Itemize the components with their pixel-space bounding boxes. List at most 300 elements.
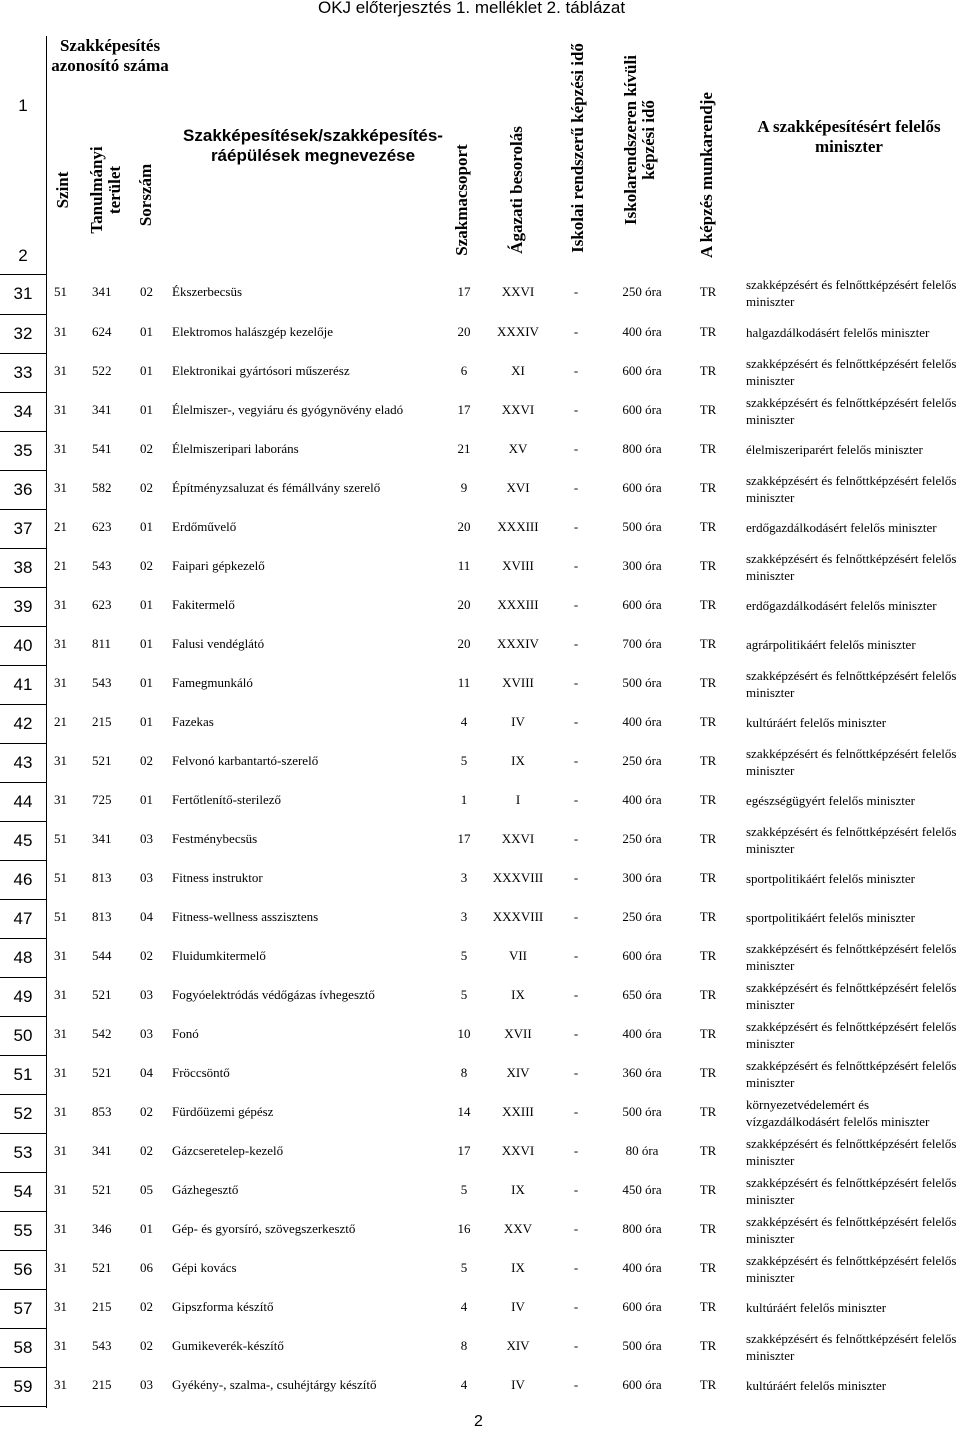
cell-minister: szakképzésért és felnőttképzésért felelős miniszter — [746, 1214, 957, 1246]
cell-school-time: - — [573, 948, 579, 963]
cell-schedule: TR — [699, 948, 717, 963]
table-row — [0, 938, 960, 977]
table-row — [0, 1133, 960, 1172]
cell-hours: 500 óra — [622, 675, 662, 690]
cell-hours: 600 óra — [622, 948, 662, 963]
cell-sector: IX — [511, 753, 525, 768]
row-number: 50 — [13, 1026, 33, 1045]
cell-group: 6 — [460, 363, 468, 378]
table-row — [0, 821, 960, 860]
row-number: 37 — [13, 519, 33, 538]
cell-area: 215 — [92, 714, 112, 729]
cell-name: Fröccsöntő — [172, 1065, 230, 1080]
cell-area: 543 — [92, 558, 112, 573]
cell-serial: 01 — [140, 636, 153, 651]
cell-minister: szakképzésért és felnőttképzésért felelős miniszter — [746, 551, 957, 583]
cell-sector: XVI — [506, 480, 530, 495]
cell-schedule: TR — [699, 1221, 717, 1236]
cell-school-time: - — [573, 1221, 579, 1236]
cell-area: 811 — [92, 636, 112, 651]
cell-group: 5 — [460, 753, 468, 768]
cell-name: Élelmiszer-, vegyiáru és gyógynövény eladó — [172, 402, 404, 417]
cell-minister: sportpolitikáért felelős miniszter — [746, 871, 915, 886]
table-row — [0, 626, 960, 665]
table-row — [0, 548, 960, 587]
cell-group: 5 — [460, 1260, 468, 1275]
cell-minister: élelmiszeriparért felelős miniszter — [746, 442, 923, 457]
cell-hours: 250 óra — [622, 909, 662, 924]
cell-level: 31 — [54, 1338, 67, 1353]
cell-area: 346 — [92, 1221, 112, 1236]
cell-level: 51 — [54, 284, 67, 299]
row-number: 42 — [13, 714, 33, 733]
cell-minister: kultúráért felelős miniszter — [746, 715, 887, 730]
cell-sector: XXVI — [501, 402, 535, 417]
cell-minister: egészségügyért felelős miniszter — [746, 793, 915, 808]
table-row — [0, 1328, 960, 1367]
cell-level: 31 — [54, 324, 67, 339]
row-number: 48 — [13, 948, 33, 967]
cell-area: 624 — [92, 324, 112, 339]
cell-hours: 700 óra — [622, 636, 662, 651]
cell-hours: 360 óra — [622, 1065, 662, 1080]
table-row — [0, 1172, 960, 1211]
cell-sector: XVIII — [502, 558, 534, 573]
cell-hours: 800 óra — [622, 441, 662, 456]
cell-group: 20 — [457, 636, 471, 651]
cell-minister: agrárpolitikáért felelős miniszter — [746, 637, 916, 652]
cell-schedule: TR — [699, 1338, 717, 1353]
cell-level: 21 — [54, 714, 67, 729]
cell-level: 31 — [54, 1377, 67, 1392]
cell-minister: szakképzésért és felnőttképzésért felelős miniszter — [746, 824, 957, 856]
row-number: 39 — [13, 597, 33, 616]
cell-hours: 300 óra — [622, 558, 662, 573]
cell-group: 4 — [460, 714, 468, 729]
cell-school-time: - — [573, 909, 579, 924]
cell-schedule: TR — [699, 675, 717, 690]
cell-level: 31 — [54, 597, 67, 612]
cell-school-time: - — [573, 1260, 579, 1275]
cell-area: 521 — [92, 987, 112, 1002]
cell-level: 31 — [54, 1104, 67, 1119]
cell-minister: környezetvédelemért és vízgazdálkodásért felelős miniszter — [746, 1097, 930, 1129]
cell-serial: 02 — [140, 1338, 153, 1353]
cell-sector: IV — [511, 1299, 525, 1314]
cell-area: 541 — [92, 441, 112, 456]
row-number: 38 — [13, 558, 33, 577]
cell-minister: szakképzésért és felnőttképzésért felelős miniszter — [746, 1175, 957, 1207]
cell-schedule: TR — [699, 324, 717, 339]
table-row — [0, 1055, 960, 1094]
cell-level: 21 — [54, 558, 67, 573]
cell-name: Felvonó karbantartó-szerelő — [172, 753, 319, 768]
cell-school-time: - — [573, 284, 579, 299]
cell-sector: XXVI — [501, 831, 535, 846]
cell-name: Gép- és gyorsíró, szövegszerkesztő — [172, 1221, 356, 1236]
cell-group: 21 — [457, 441, 471, 456]
cell-level: 31 — [54, 1065, 67, 1080]
cell-sector: XXXIV — [497, 324, 539, 339]
cell-sector: XXV — [503, 1221, 533, 1236]
row-number: 36 — [13, 480, 33, 499]
table-row — [0, 1016, 960, 1055]
cell-name: Erdőművelő — [172, 519, 237, 534]
cell-hours: 400 óra — [622, 792, 662, 807]
cell-serial: 03 — [140, 870, 153, 885]
cell-group: 5 — [460, 1182, 468, 1197]
cell-serial: 02 — [140, 1143, 153, 1158]
cell-name: Gyékény-, szalma-, csuhéjtárgy készítő — [172, 1377, 377, 1392]
cell-minister: kultúráért felelős miniszter — [746, 1378, 887, 1393]
cell-minister: szakképzésért és felnőttképzésért felelős miniszter — [746, 980, 957, 1012]
cell-area: 522 — [92, 363, 112, 378]
cell-area: 521 — [92, 1182, 112, 1197]
cell-sector: XXXIII — [497, 597, 539, 612]
cell-name: Falusi vendéglátó — [172, 636, 265, 651]
cell-hours: 500 óra — [622, 1338, 662, 1353]
cell-serial: 04 — [140, 1065, 153, 1080]
cell-level: 31 — [54, 675, 67, 690]
cell-minister: kultúráért felelős miniszter — [746, 1300, 887, 1315]
cell-schedule: TR — [699, 909, 717, 924]
header-area: Tanulmányi terület — [87, 146, 124, 234]
cell-serial: 01 — [140, 792, 153, 807]
cell-hours: 600 óra — [622, 1299, 662, 1314]
cell-schedule: TR — [699, 753, 717, 768]
cell-level: 31 — [54, 441, 67, 456]
cell-area: 542 — [92, 1026, 112, 1041]
cell-level: 51 — [54, 831, 67, 846]
row-number: 32 — [13, 324, 33, 343]
cell-level: 31 — [54, 1221, 67, 1236]
cell-level: 31 — [54, 792, 67, 807]
header-minister: A szakképesítésért felelős miniszter — [757, 117, 941, 156]
table-row — [0, 743, 960, 782]
cell-area: 853 — [92, 1104, 112, 1119]
cell-hours: 400 óra — [622, 1026, 662, 1041]
header-sector: Ágazati besorolás — [507, 126, 526, 254]
cell-minister: szakképzésért és felnőttképzésért felelős miniszter — [746, 473, 957, 505]
row-number: 47 — [13, 909, 33, 928]
cell-area: 543 — [92, 675, 112, 690]
cell-hours: 500 óra — [622, 1104, 662, 1119]
header-id-title: Szakképesítés azonosító száma — [51, 36, 169, 75]
cell-school-time: - — [573, 636, 579, 651]
cell-serial: 01 — [140, 714, 153, 729]
cell-school-time: - — [573, 1065, 579, 1080]
cell-school-time: - — [573, 1182, 579, 1197]
cell-area: 341 — [92, 402, 112, 417]
cell-area: 521 — [92, 1260, 112, 1275]
cell-hours: 600 óra — [622, 363, 662, 378]
cell-area: 215 — [92, 1377, 112, 1392]
cell-minister: szakképzésért és felnőttképzésért felelős miniszter — [746, 746, 957, 778]
cell-schedule: TR — [699, 792, 717, 807]
cell-serial: 05 — [140, 1182, 153, 1197]
cell-group: 5 — [460, 948, 468, 963]
cell-minister: szakképzésért és felnőttképzésért felelős miniszter — [746, 941, 957, 973]
cell-name: Ékszerbecsüs — [172, 284, 243, 299]
cell-minister: szakképzésért és felnőttképzésért felelős miniszter — [746, 1019, 957, 1051]
cell-schedule: TR — [699, 284, 717, 299]
cell-schedule: TR — [699, 1299, 717, 1314]
cell-area: 543 — [92, 1338, 112, 1353]
cell-level: 31 — [54, 987, 67, 1002]
cell-school-time: - — [573, 714, 579, 729]
cell-school-time: - — [573, 987, 579, 1002]
cell-area: 341 — [92, 1143, 112, 1158]
cell-school-time: - — [573, 1026, 579, 1041]
cell-school-time: - — [573, 363, 579, 378]
cell-school-time: - — [573, 558, 579, 573]
cell-name: Építményzsaluzat és fémállvány szerelő — [172, 480, 381, 495]
table-row — [0, 1094, 960, 1133]
cell-school-time: - — [573, 1104, 579, 1119]
cell-schedule: TR — [699, 402, 717, 417]
cell-school-time: - — [573, 1143, 579, 1158]
cell-group: 20 — [457, 519, 471, 534]
table-row — [0, 314, 960, 353]
cell-minister: szakképzésért és felnőttképzésért felelős miniszter — [746, 277, 957, 309]
cell-group: 3 — [460, 909, 468, 924]
cell-name: Fitness instruktor — [172, 870, 263, 885]
cell-level: 31 — [54, 363, 67, 378]
cell-area: 521 — [92, 1065, 112, 1080]
cell-serial: 01 — [140, 324, 153, 339]
row-number: 49 — [13, 987, 33, 1006]
cell-group: 3 — [460, 870, 468, 885]
cell-hours: 800 óra — [622, 1221, 662, 1236]
cell-sector: XIV — [506, 1338, 530, 1353]
row-number: 54 — [13, 1182, 33, 1201]
cell-school-time: - — [573, 519, 579, 534]
cell-school-time: - — [573, 1338, 579, 1353]
row-number: 43 — [13, 753, 33, 772]
cell-schedule: TR — [699, 1104, 717, 1119]
cell-schedule: TR — [699, 1377, 717, 1392]
header-row-number: 2 — [18, 246, 28, 265]
cell-hours: 400 óra — [622, 714, 662, 729]
cell-group: 1 — [460, 792, 468, 807]
cell-level: 51 — [54, 870, 67, 885]
cell-group: 17 — [457, 284, 471, 299]
table-row — [0, 860, 960, 899]
cell-name: Fertőtlenítő-sterilező — [172, 792, 282, 807]
cell-schedule: TR — [699, 597, 717, 612]
cell-area: 544 — [92, 948, 112, 963]
cell-area: 341 — [92, 284, 112, 299]
cell-schedule: TR — [699, 870, 717, 885]
cell-sector: XXIII — [502, 1104, 534, 1119]
cell-sector: XXXVIII — [492, 909, 544, 924]
cell-hours: 250 óra — [622, 753, 662, 768]
row-number: 34 — [13, 402, 33, 421]
cell-hours: 250 óra — [622, 284, 662, 299]
cell-hours: 600 óra — [622, 597, 662, 612]
table-row — [0, 509, 960, 548]
cell-name: Gázcseretelep-kezelő — [172, 1143, 284, 1158]
cell-serial: 01 — [140, 519, 153, 534]
header-outside-time: Iskolarendszeren kívüli képzési idő — [621, 55, 658, 225]
cell-sector: IX — [511, 1260, 525, 1275]
cell-area: 623 — [92, 597, 112, 612]
cell-sector: XXXIV — [497, 636, 539, 651]
cell-schedule: TR — [699, 1026, 717, 1041]
cell-group: 8 — [460, 1065, 468, 1080]
cell-level: 31 — [54, 636, 67, 651]
row-number: 58 — [13, 1338, 33, 1357]
cell-sector: XVII — [504, 1026, 532, 1041]
cell-serial: 01 — [140, 597, 153, 612]
cell-hours: 600 óra — [622, 402, 662, 417]
cell-level: 21 — [54, 519, 67, 534]
table-row — [0, 704, 960, 743]
cell-serial: 02 — [140, 284, 153, 299]
row-number: 59 — [13, 1377, 33, 1396]
cell-name: Fakitermelő — [172, 597, 235, 612]
cell-schedule: TR — [699, 480, 717, 495]
cell-hours: 300 óra — [622, 870, 662, 885]
cell-name: Elektromos halászgép kezelője — [172, 324, 333, 339]
cell-level: 31 — [54, 1260, 67, 1275]
cell-school-time: - — [573, 597, 579, 612]
cell-sector: XXXIII — [497, 519, 539, 534]
cell-group: 11 — [457, 558, 471, 573]
cell-name: Fitness-wellness asszisztens — [172, 909, 319, 924]
cell-name: Gipszforma készítő — [172, 1299, 274, 1314]
cell-serial: 03 — [140, 987, 153, 1002]
cell-schedule: TR — [699, 1143, 717, 1158]
cell-level: 31 — [54, 1182, 67, 1197]
table-row — [0, 899, 960, 938]
cell-minister: szakképzésért és felnőttképzésért felelős miniszter — [746, 1136, 957, 1168]
cell-minister: szakképzésért és felnőttképzésért felelős miniszter — [746, 395, 957, 427]
cell-serial: 01 — [140, 675, 153, 690]
cell-schedule: TR — [699, 1065, 717, 1080]
cell-hours: 500 óra — [622, 519, 662, 534]
table-row — [0, 1367, 960, 1406]
cell-serial: 02 — [140, 1104, 153, 1119]
table-row — [0, 392, 960, 431]
header-level: Szint — [53, 171, 72, 209]
cell-school-time: - — [573, 402, 579, 417]
row-number: 46 — [13, 870, 33, 889]
cell-group: 8 — [460, 1338, 468, 1353]
cell-minister: szakképzésért és felnőttképzésért felelős miniszter — [746, 1253, 957, 1285]
header-serial: Sorszám — [136, 163, 155, 227]
cell-level: 51 — [54, 909, 67, 924]
cell-sector: IX — [511, 987, 525, 1002]
cell-level: 31 — [54, 402, 67, 417]
row-number: 40 — [13, 636, 33, 655]
cell-serial: 03 — [140, 1026, 153, 1041]
cell-serial: 04 — [140, 909, 153, 924]
cell-group: 9 — [460, 480, 468, 495]
cell-hours: 450 óra — [622, 1182, 662, 1197]
cell-school-time: - — [573, 870, 579, 885]
cell-area: 341 — [92, 831, 112, 846]
cell-area: 725 — [92, 792, 112, 807]
cell-sector: XI — [511, 363, 525, 378]
cell-serial: 02 — [140, 480, 153, 495]
cell-serial: 01 — [140, 402, 153, 417]
cell-name: Fogyóelektródás védőgázas ívhegesztő — [172, 987, 375, 1002]
cell-schedule: TR — [699, 636, 717, 651]
row-number: 53 — [13, 1143, 33, 1162]
row-number: 45 — [13, 831, 33, 850]
cell-sector: IV — [511, 1377, 525, 1392]
cell-name: Festménybecsüs — [172, 831, 258, 846]
cell-school-time: - — [573, 324, 579, 339]
cell-name: Élelmiszeripari laboráns — [172, 441, 299, 456]
cell-school-time: - — [573, 1377, 579, 1392]
cell-schedule: TR — [699, 1260, 717, 1275]
cell-area: 215 — [92, 1299, 112, 1314]
cell-serial: 06 — [140, 1260, 153, 1275]
row-number: 51 — [13, 1065, 33, 1084]
cell-group: 4 — [460, 1377, 468, 1392]
table-row — [0, 470, 960, 509]
table-row — [0, 353, 960, 392]
header-school-time: Iskolai rendszerű képzési idő — [568, 43, 587, 253]
cell-schedule: TR — [699, 987, 717, 1002]
cell-hours: 400 óra — [622, 324, 662, 339]
cell-sector: XVIII — [502, 675, 534, 690]
cell-schedule: TR — [699, 831, 717, 846]
cell-serial: 02 — [140, 441, 153, 456]
cell-serial: 02 — [140, 948, 153, 963]
cell-serial: 02 — [140, 558, 153, 573]
cell-minister: erdőgazdálkodásért felelős miniszter — [746, 520, 937, 535]
cell-school-time: - — [573, 441, 579, 456]
header-schedule: A képzés munkarendje — [697, 92, 716, 258]
cell-group: 17 — [457, 831, 471, 846]
cell-area: 813 — [92, 909, 112, 924]
cell-level: 31 — [54, 1299, 67, 1314]
cell-name: Gázhegesztő — [172, 1182, 239, 1197]
cell-school-time: - — [573, 480, 579, 495]
cell-name: Fluidumkitermelő — [172, 948, 266, 963]
cell-group: 17 — [457, 1143, 471, 1158]
row-divider — [0, 1406, 46, 1407]
cell-level: 31 — [54, 1143, 67, 1158]
cell-sector: IV — [511, 714, 525, 729]
table-row — [0, 1289, 960, 1328]
page-title: OKJ előterjesztés 1. melléklet 2. táblázat — [318, 0, 626, 17]
cell-minister: erdőgazdálkodásért felelős miniszter — [746, 598, 937, 613]
cell-hours: 80 óra — [625, 1143, 659, 1158]
cell-name: Elektronikai gyártósori műszerész — [172, 363, 350, 378]
table-row — [0, 587, 960, 626]
cell-group: 17 — [457, 402, 471, 417]
cell-level: 31 — [54, 480, 67, 495]
cell-schedule: TR — [699, 519, 717, 534]
cell-group: 20 — [457, 324, 471, 339]
table-row — [0, 1250, 960, 1289]
header-name: Szakképesítések/szakképesítés-ráépülések megnevezése — [183, 126, 443, 165]
table-row — [0, 665, 960, 704]
cell-serial: 01 — [140, 1221, 153, 1236]
cell-group: 11 — [457, 675, 471, 690]
cell-hours: 650 óra — [622, 987, 662, 1002]
table-row — [0, 431, 960, 470]
page-number: 2 — [474, 1413, 483, 1430]
cell-sector: XIV — [506, 1065, 530, 1080]
header-column-number: 1 — [18, 96, 28, 115]
cell-hours: 250 óra — [622, 831, 662, 846]
row-number: 44 — [13, 792, 33, 811]
